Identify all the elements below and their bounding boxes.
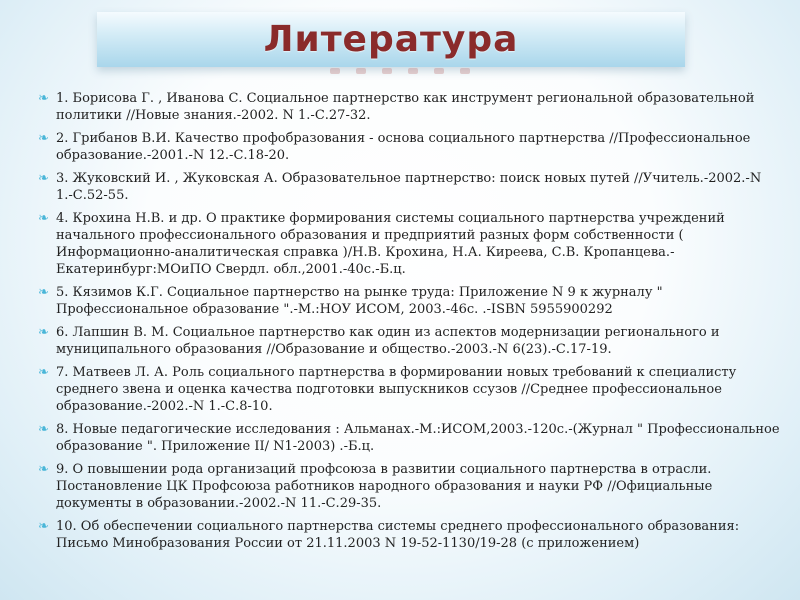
bullet-icon: ❧ [38, 211, 49, 226]
reference-text: 10. Об обеспечении социального партнерства системы среднего профессионального образования: Письмо Минобразования России от 21.11.2003 N 19-52-1130/19-28 (с приложением) [56, 519, 740, 551]
bullet-icon: ❧ [38, 171, 49, 186]
list-item [38, 324, 780, 358]
bullet-icon: ❧ [38, 131, 49, 146]
reference-text: 2. Грибанов В.И. Качество профобразования - основа социального партнерства //Профессиональное образование.-2001.-N 12.-С.18-20. [56, 131, 751, 163]
list-item [38, 130, 780, 164]
page-title: Литература [263, 19, 519, 60]
bullet-icon: ❧ [38, 462, 49, 477]
title-reflection [330, 68, 470, 80]
list-item [38, 461, 780, 512]
bullet-icon: ❧ [38, 285, 49, 300]
list-item [38, 170, 780, 204]
title-banner [97, 12, 685, 67]
reference-text: 1. Борисова Г. , Иванова С. Социальное партнерство как инструмент региональной образовательной политики //Новые знания.-2002. N 1.-С.27-32. [56, 91, 755, 123]
bullet-icon: ❧ [38, 519, 49, 534]
list-item [38, 518, 780, 552]
bullet-icon: ❧ [38, 91, 49, 106]
bullet-icon: ❧ [38, 422, 49, 437]
reference-text: 3. Жуковский И. , Жуковская А. Образовательное партнерство: поиск новых путей //Учитель.-2002.-N 1.-С.52-55. [56, 171, 762, 203]
reference-text: 8. Новые педагогические исследования : Альманах.-М.:ИСОМ,2003.-120с.-(Журнал " Профессиональное образование ". Приложение II/ N1-2003) .-Б.ц. [56, 422, 780, 454]
list-item [38, 284, 780, 318]
reference-text: 4. Крохина Н.В. и др. О практике формирования системы социального партнерства учреждений начального профессионального образования и предприятий разных форм собственности ( Информационно-аналитическая справка )/Н.В. Крохина, Н.А. Киреева, С.В. Кропанцева.-Екатеринбург:МОиПО Свердл. обл.,2001.-40с.-Б.ц. [56, 211, 725, 277]
list-item [38, 90, 780, 124]
reference-text: 6. Лапшин В. М. Социальное партнерство как один из аспектов модернизации регионального и муниципального образования //Образование и общество.-2003.-N 6(23).-С.17-19. [56, 325, 720, 357]
bullet-icon: ❧ [38, 325, 49, 340]
list-item [38, 210, 780, 278]
reference-list [38, 90, 780, 558]
list-item [38, 364, 780, 415]
reference-text: 5. Кязимов К.Г. Социальное партнерство на рынке труда: Приложение N 9 к журналу " Профессиональное образование ".-М.:НОУ ИСОМ, 2003.-46с. .-ISBN 5955900292 [56, 285, 663, 317]
reference-text: 7. Матвеев Л. А. Роль социального партнерства в формировании новых требований к специалисту среднего звена и оценка качества подготовки выпускников ссузов //Среднее профессиональное образование.-2002.-N 1.-С.8-10. [56, 365, 737, 414]
reference-text: 9. О повышении рода организаций профсоюза в развитии социального партнерства в отрасли. Постановление ЦК Профсоюза работников народного образования и науки РФ //Официальные документы в образовании.-2002.-N 11.-С.29-35. [56, 462, 713, 511]
bullet-icon: ❧ [38, 365, 49, 380]
list-item [38, 421, 780, 455]
